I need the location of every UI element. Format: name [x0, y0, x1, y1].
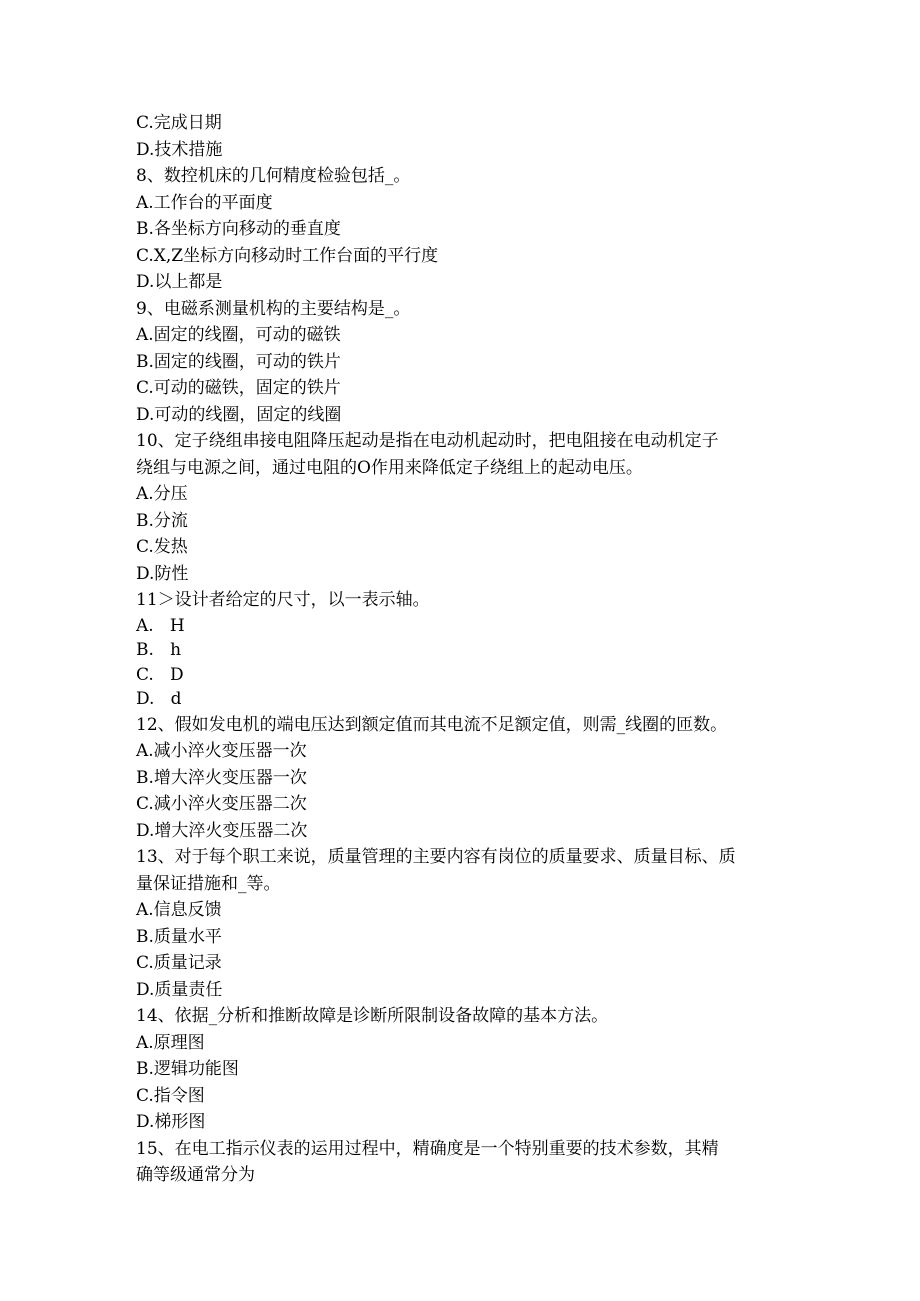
question-10-line-2: 绕组与电源之间，通过电阻的O作用来降低定子绕组上的起动电压。	[136, 457, 643, 478]
option-d-q7: D.技术措施	[136, 139, 223, 160]
question-11: 11＞设计者给定的尺寸，以一表示轴。	[136, 590, 430, 610]
option-a-q14: A.原理图	[136, 1032, 205, 1053]
question-13-line-1: 13、对于每个职工来说，质量管理的主要内容有岗位的质量要求、质量目标、质	[136, 847, 736, 867]
option-a-q12: A.减小淬火变压器一次	[136, 741, 307, 761]
question-10-line-1: 10、定子绕组串接电阻降压起动是指在电动机起动时，把电阻接在电动机定子	[136, 431, 719, 451]
option-b-q12: B.增大淬火变压器一次	[136, 767, 307, 788]
option-a-q10: A.分压	[136, 484, 188, 504]
option-b-q11: B. h	[136, 640, 182, 660]
option-b-q14: B.逻辑功能图	[136, 1059, 239, 1079]
question-14: 14、依据_分析和推断故障是诊断所限制设备故障的基本方法。	[136, 1006, 609, 1026]
option-c-q14: C.指令图	[136, 1085, 205, 1106]
option-c-q10: C.发热	[136, 537, 188, 557]
question-13-line-2: 量保证措施和_等。	[136, 873, 281, 894]
option-a-q13: A.信息反馈	[136, 900, 222, 920]
question-9: 9、电磁系测量机构的主要结构是_。	[136, 298, 411, 319]
option-d-q14: D.梯形图	[136, 1112, 206, 1132]
option-c-q9: C.可动的磁铁，固定的铁片	[136, 378, 341, 398]
option-d-q10: D.防性	[136, 563, 189, 584]
option-d-q12: D.增大淬火变压器二次	[136, 820, 308, 841]
option-b-q8: B.各坐标方向移动的垂直度	[136, 219, 341, 239]
question-15-line-2: 确等级通常分为	[136, 1165, 255, 1185]
option-d-q13: D.质量责任	[136, 979, 223, 1000]
question-list	[136, 110, 796, 1189]
question-8: 8、数控机床的几何精度检验包括_。	[136, 166, 411, 186]
option-d-q9: D.可动的线圈，固定的线圈	[136, 404, 342, 425]
option-a-q8: A.工作台的平面度	[136, 192, 273, 213]
option-c-q11: C. D	[136, 664, 184, 685]
option-d-q8: D.以上都是	[136, 272, 223, 292]
option-d-q11: D. d	[136, 689, 182, 709]
option-b-q9: B.固定的线圈，可动的铁片	[136, 351, 341, 372]
option-c-q8: C.X,Z坐标方向移动时工作台面的平行度	[136, 245, 439, 266]
option-a-q11: A. H	[136, 615, 185, 636]
option-c-q12: C.减小淬火变压器二次	[136, 794, 307, 814]
option-b-q10: B.分流	[136, 510, 188, 531]
option-a-q9: A.固定的线圈，可动的磁铁	[136, 325, 341, 345]
option-c-q13: C.质量记录	[136, 953, 222, 973]
option-c-q7: C.完成日期	[136, 113, 222, 133]
question-12: 12、假如发电机的端电压达到额定值而其电流不足额定值，则需_线圈的匝数。	[136, 714, 728, 735]
option-b-q13: B.质量水平	[136, 926, 222, 947]
question-15-line-1: 15、在电工指示仪表的运用过程中，精确度是一个特别重要的技术参数，其精	[136, 1138, 719, 1159]
